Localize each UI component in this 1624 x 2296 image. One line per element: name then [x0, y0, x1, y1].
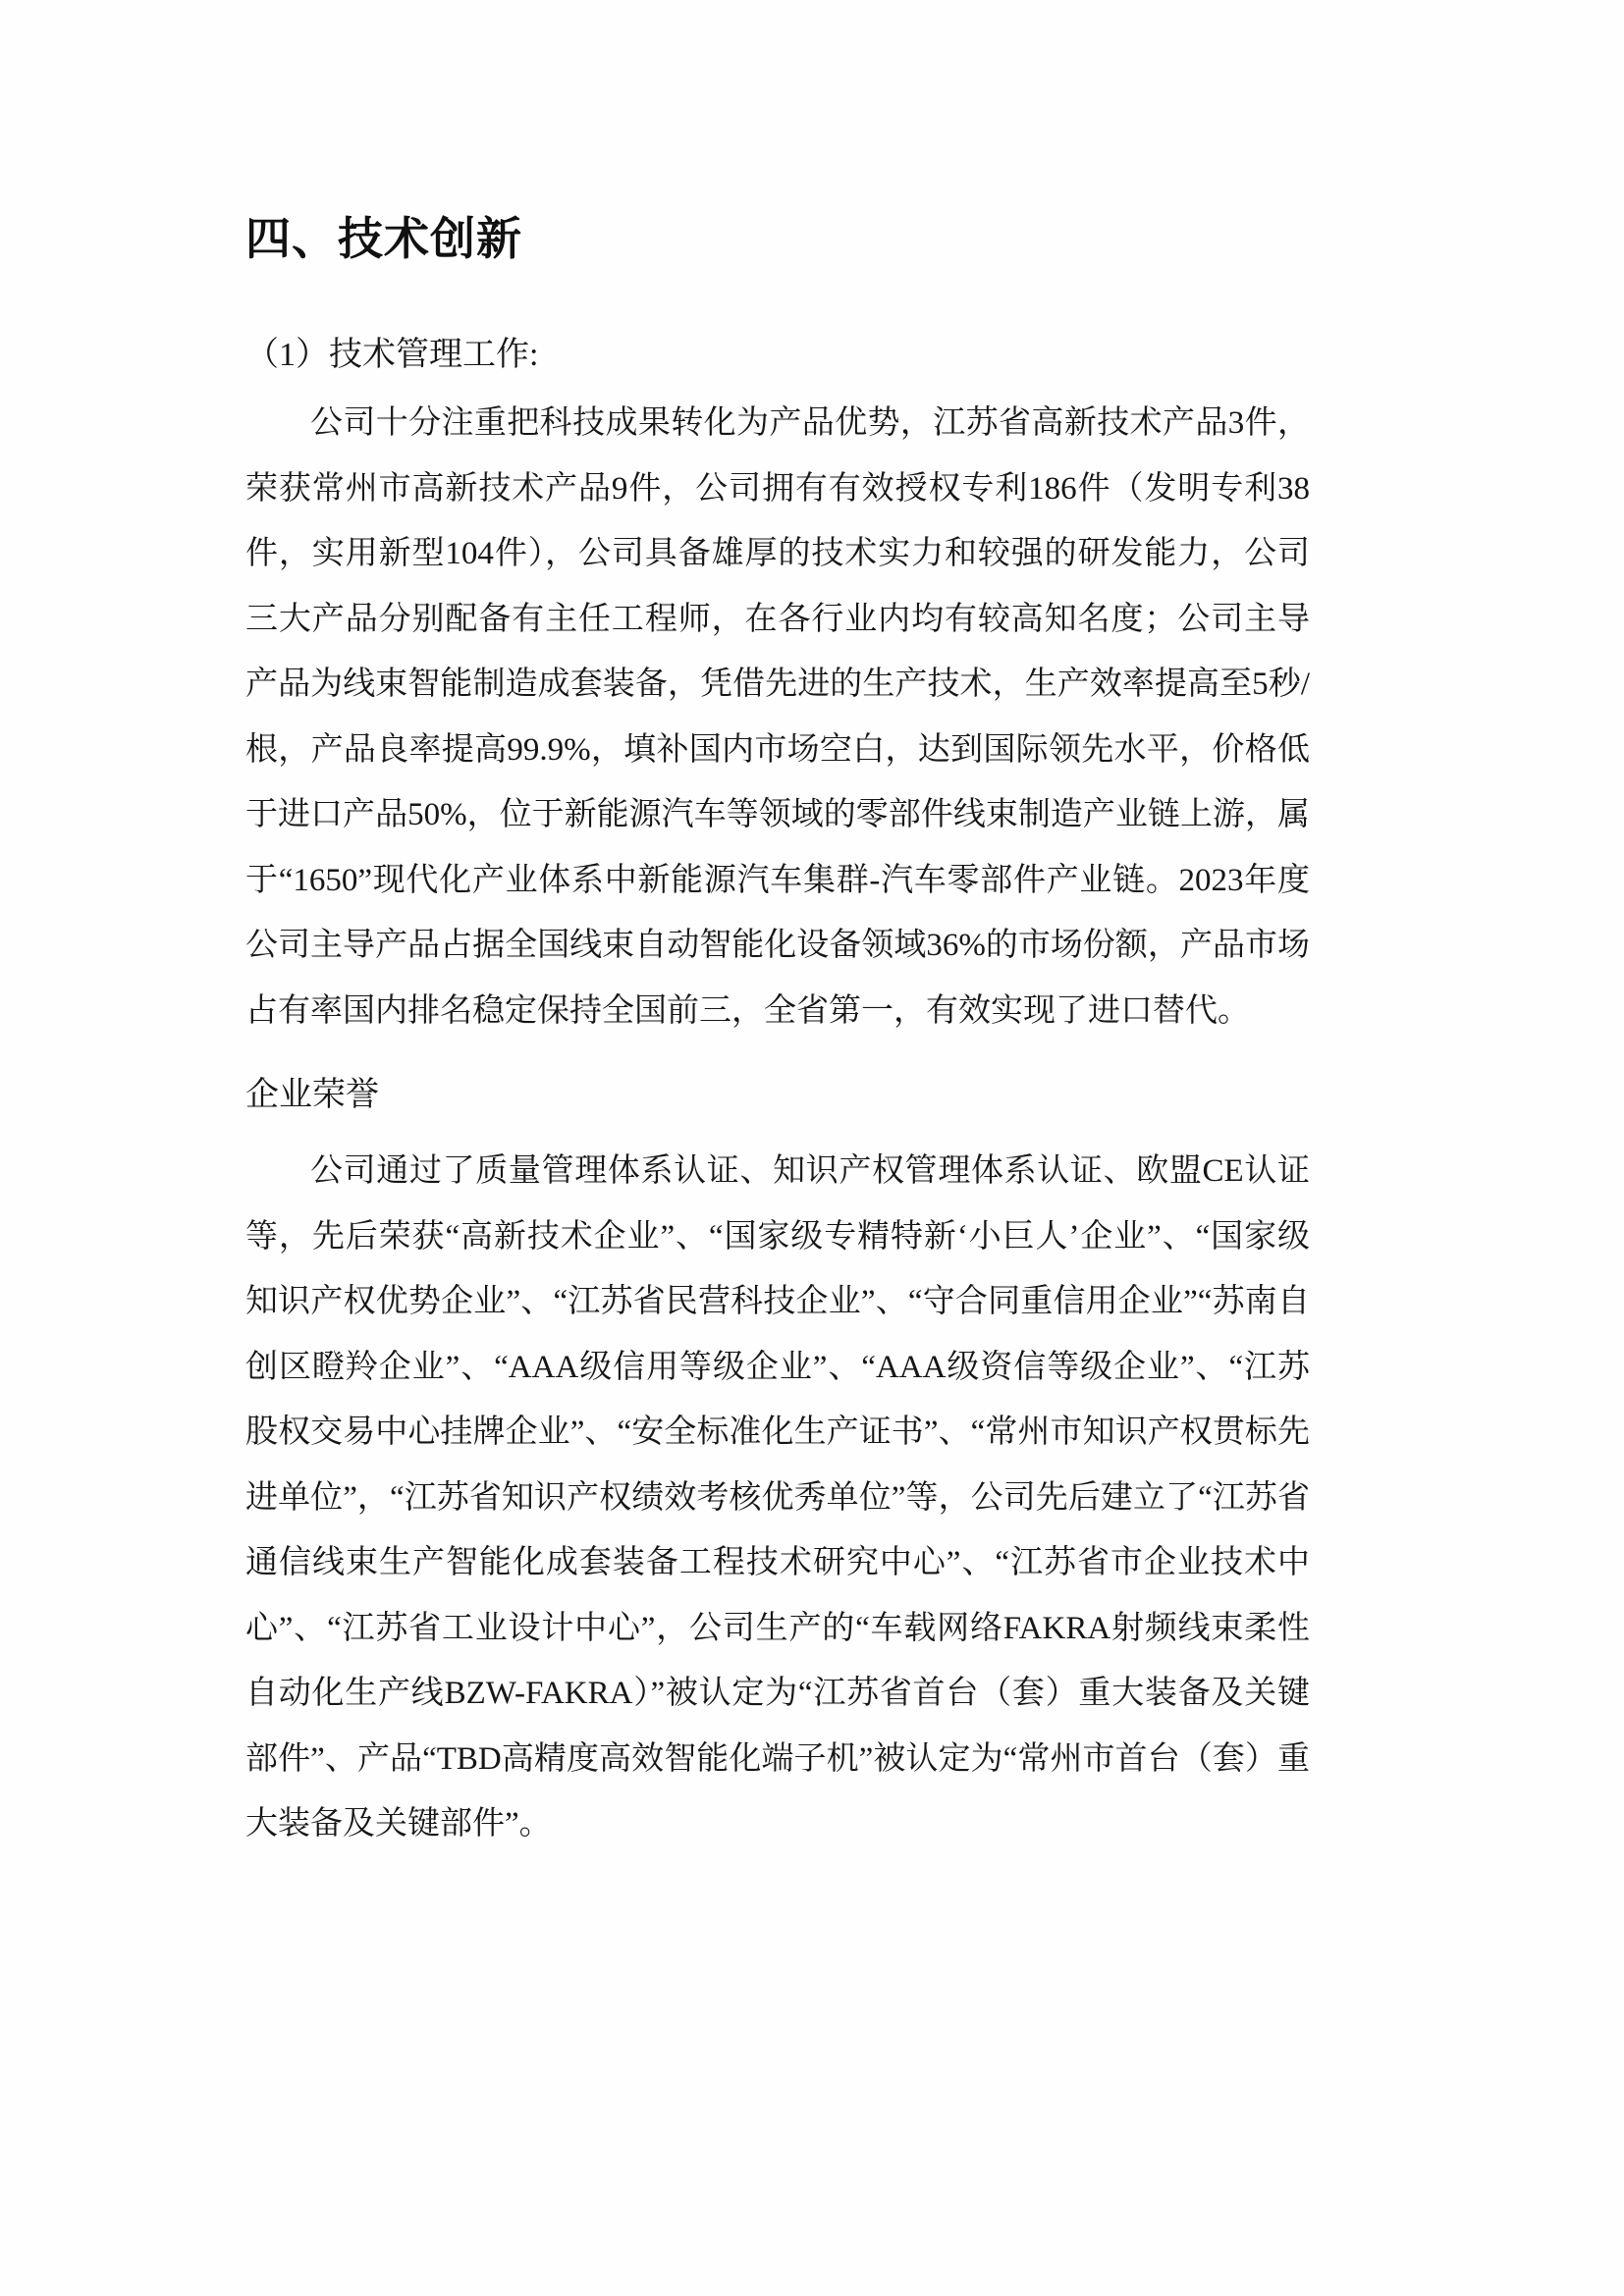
honors-label: 企业荣誉 — [245, 1077, 379, 1113]
paragraph-tech-management: 公司十分注重把科技成果转化为产品优势，江苏省高新技术产品3件，荣获常州市高新技术产品9件，公司拥有有效授权专利186件（发明专利38件，实用新型104件），公司具备雄厚的技术实力和较强的研发能力，公司三大产品分别配备有主任工程师，在各行业内均有较高知名度；公司主导产品为线束智能制造成套装备，凭借先进的生产技术，生产效率提高至5秒/根，产品良率提高99.9%，填补国内市场空白，达到国际领先水平，价格低于进口产品50%，位于新能源汽车等领域的零部件线束制造产业链上游，属于“1650”现代化产业体系中新能源汽车集群-汽车零部件产业链。2023年度公司主导产品占据全国线束自动智能化设备领域36%的市场份额，产品市场占有率国内排名稳定保持全国前三，全省第一，有效实现了进口替代。 — [245, 405, 1310, 1029]
section-heading: 四、技术创新 — [245, 213, 522, 264]
paragraph-honors: 公司通过了质量管理体系认证、知识产权管理体系认证、欧盟CE认证等，先后荣获“高新技术企业”、“国家级专精特新‘小巨人’企业”、“国家级知识产权优势企业”、“江苏省民营科技企业”、“守合同重信用企业”“苏南自创区瞪羚企业”、“AAA级信用等级企业”、“AAA级资信等级企业”、“江苏股权交易中心挂牌企业”、“安全标准化生产证书”、“常州市知识产权贯标先进单位”，“江苏省知识产权绩效考核优秀单位”等，公司先后建立了“江苏省通信线束生产智能化成套装备工程技术研究中心”、“江苏省市企业技术中心”、“江苏省工业设计中心”，公司生产的“车载网络FAKRA射频线束柔性自动化生产线BZW-FAKRA）”被认定为“江苏省首台（套）重大装备及关键部件”、产品“TBD高精度高效智能化端子机”被认定为“常州市首台（套）重大装备及关键部件”。 — [245, 1153, 1310, 1842]
sub-heading: （1）技术管理工作: — [245, 337, 539, 373]
